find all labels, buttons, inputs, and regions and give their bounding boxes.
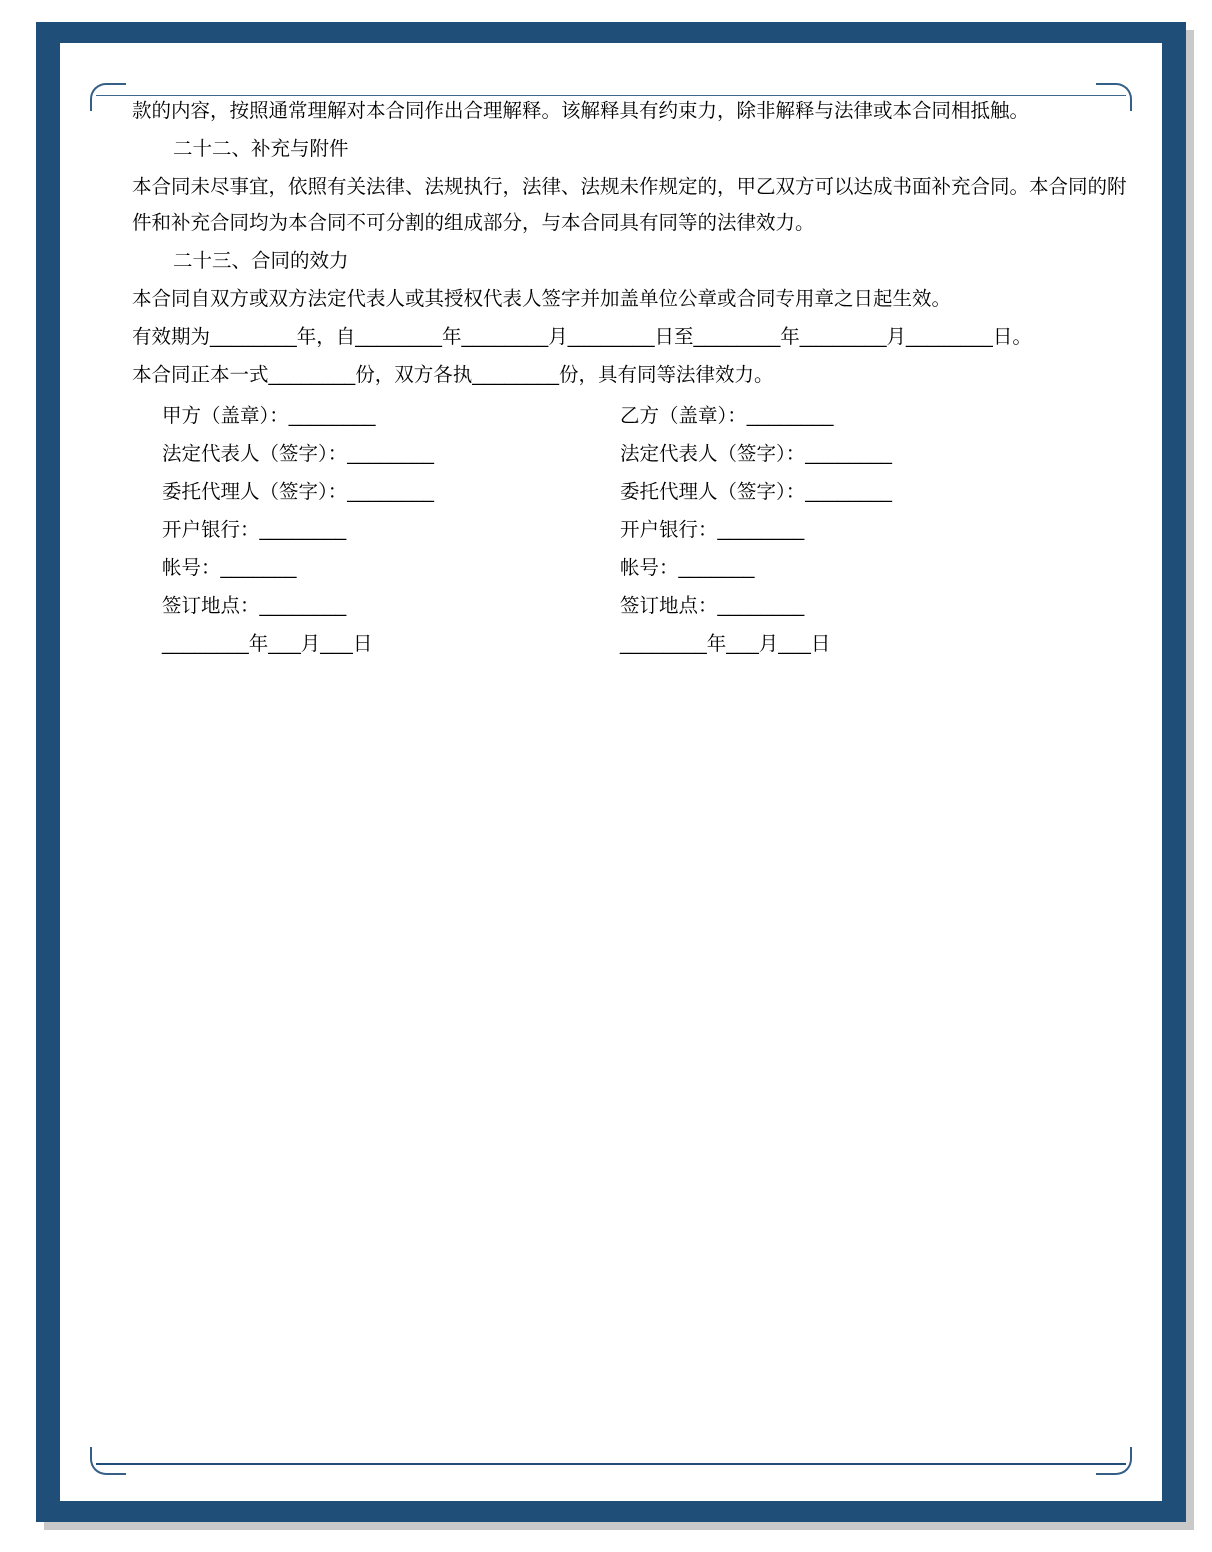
signature-row-date <box>132 625 1140 663</box>
document-page <box>60 43 1162 1501</box>
signature-block <box>132 397 1140 663</box>
party-a-seal-line: 甲方（盖章）：________ <box>162 405 376 427</box>
paragraph-23-effective: 本合同自双方或双方法定代表人或其授权代表人签字并加盖单位公章或合同专用章之日起生效。 <box>132 288 952 310</box>
signature-row-legal-rep <box>132 435 1140 473</box>
party-b-seal-line: 乙方（盖章）：________ <box>620 405 834 427</box>
signature-row-bank <box>132 511 1140 549</box>
party-b-agent-line: 委托代理人（签字）：________ <box>620 481 893 503</box>
corner-ornament-bottom-right <box>1096 1447 1132 1475</box>
signature-row-seal <box>132 397 1140 435</box>
party-a-place-line: 签订地点：________ <box>162 595 347 617</box>
party-a-agent-line: 委托代理人（签字）：________ <box>162 481 435 503</box>
heading-22-supplement: 二十二、补充与附件 <box>172 138 349 160</box>
party-a-bank-line: 开户银行：________ <box>162 519 347 541</box>
party-a-legal-rep-line: 法定代表人（签字）：________ <box>162 443 435 465</box>
corner-ornament-bottom-left <box>90 1447 126 1475</box>
party-a-account-line: 帐号：_______ <box>162 557 297 579</box>
paragraph-22-body: 本合同未尽事宜，依照有关法律、法规执行，法律、法规未作规定的，甲乙双方可以达成书面补充合同。本合同的附件和补充合同均为本合同不可分割的组成部分，与本合同具有同等的法律效力。 <box>132 176 1127 234</box>
paragraph-interpretation-tail: 款的内容，按照通常理解对本合同作出合理解释。该解释具有约束力，除非解释与法律或本合同相抵触。 <box>132 100 1030 122</box>
party-b-bank-line: 开户银行：________ <box>620 519 805 541</box>
party-b-account-line: 帐号：_______ <box>620 557 755 579</box>
party-a-date-line: ________年___月___日 <box>162 633 373 655</box>
paragraph-23-copies: 本合同正本一式________份，双方各执________份，具有同等法律效力。 <box>132 364 774 386</box>
document-body <box>132 93 1140 663</box>
party-b-date-line: ________年___月___日 <box>620 633 831 655</box>
party-b-place-line: 签订地点：________ <box>620 595 805 617</box>
party-b-legal-rep-line: 法定代表人（签字）：________ <box>620 443 893 465</box>
paragraph-23-term: 有效期为________年，自________年________月________日至________年________月________日。 <box>132 326 1032 348</box>
heading-23-validity: 二十三、合同的效力 <box>172 250 349 272</box>
signature-row-agent <box>132 473 1140 511</box>
page-bottom-rule <box>96 1463 1126 1465</box>
signature-row-account <box>132 549 1140 587</box>
document-page-border <box>36 22 1186 1522</box>
signature-row-place <box>132 587 1140 625</box>
corner-ornament-top-left <box>90 83 126 111</box>
